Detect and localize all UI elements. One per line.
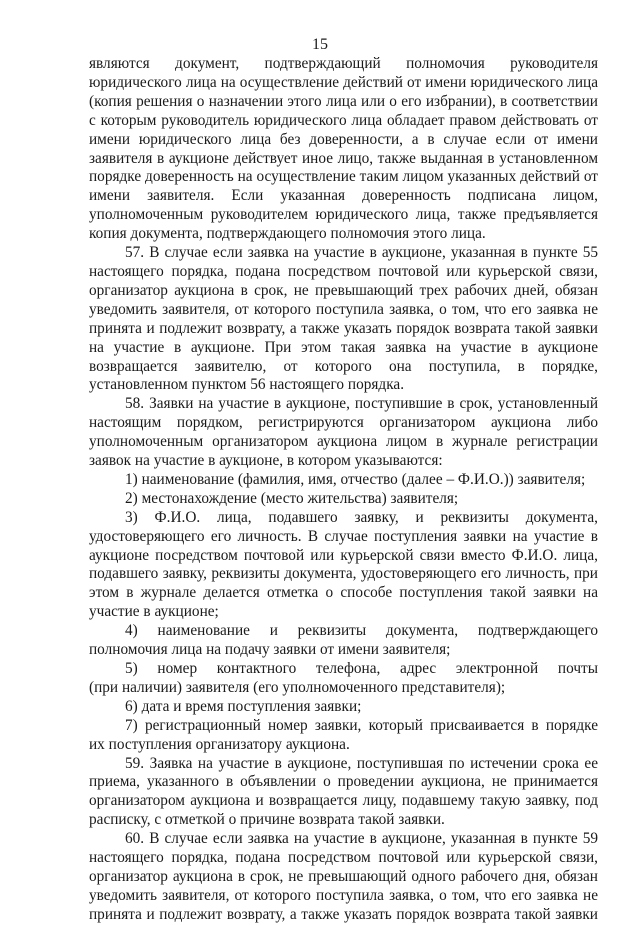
text-line: установленном пунктом 56 настоящего порядка. <box>89 376 405 394</box>
text-line: являются документ, подтверждающий полномочия руководителя <box>89 55 598 72</box>
text-line: 5) номер контактного телефона, адрес электронной почты <box>125 660 598 677</box>
text-line: 57. В случае если заявка на участие в аукционе, указанная в пункте 55 <box>125 244 598 262</box>
text-line: на участие в аукционе. При этом такая заявка на участие в аукционе <box>89 338 598 356</box>
text-line: 4) наименование и реквизиты документа, подтверждающего <box>125 622 598 640</box>
text-line: 6) дата и время поступления заявки; <box>125 697 362 715</box>
text-line: имени юридического лица без доверенности, а в случае если от имени <box>89 130 598 148</box>
text-line: приема, указанного в объявлении о проведении аукциона, не принимается <box>89 773 598 791</box>
text-line: уведомить заявителя, от которого поступила заявка, о том, что его заявка не <box>89 886 598 904</box>
text-line: организатор аукциона в срок, не превышающий трех рабочих дней, обязан <box>89 281 598 299</box>
text-line: юридического лица на осуществление действий от имени юридического лица <box>89 73 598 91</box>
text-line: 3) Ф.И.О. лица, подавшего заявку, и реквизиты документа, <box>125 508 598 526</box>
text-line: этом в журнале делается отметка о способе поступления такой заявки на <box>89 584 598 602</box>
text-line: подавшего заявку, реквизиты документа, удостоверяющего его личность, при <box>89 565 598 583</box>
text-line: (копия решения о назначении этого лица или о его избрании), в соответствии <box>89 92 598 110</box>
text-line: уполномоченным организатором аукциона лицом в журнале регистрации <box>89 433 598 451</box>
text-line: с которым руководитель юридического лица обладает правом действовать от <box>89 111 598 129</box>
text-line: полномочия лица на подачу заявки от имени заявителя; <box>89 641 451 659</box>
text-line: имени заявителя. Если указанная доверенность подписана лицом, <box>89 187 598 205</box>
text-line: настоящего порядка, подана посредством почтовой или курьерской связи, <box>89 262 598 280</box>
text-line: аукционе посредством почтовой или курьерской связи вместо Ф.И.О. лица, <box>89 546 598 564</box>
text-line: заявителя в аукционе действует иное лицо, также выданная в установленном <box>89 149 598 167</box>
text-line: 7) регистрационный номер заявки, который присваивается в порядке <box>125 716 598 734</box>
text-line: организатор аукциона в срок, не превышающий одного рабочего дня, обязан <box>89 867 598 885</box>
text-line: их поступления организатору аукциона. <box>89 735 350 753</box>
text-line: 59. Заявка на участие в аукционе, поступившая по истечении срока ее <box>125 754 598 772</box>
text-line: (при наличии) заявителя (его уполномоченного представителя); <box>89 678 506 696</box>
text-line: 58. Заявки на участие в аукционе, поступившие в срок, установленный <box>125 395 598 413</box>
text-line: уполномоченным руководителем юридического лица, также предъявляется <box>89 206 598 224</box>
text-line: расписку, с отметкой о причине возврата такой заявки. <box>89 811 445 829</box>
text-line: 60. В случае если заявка на участие в аукционе, указанная в пункте 59 <box>125 830 598 848</box>
text-line: участие в аукционе; <box>89 603 219 621</box>
text-line: 2) местонахождение (место жительства) заявителя; <box>125 489 459 507</box>
text-line: принята и подлежит возврату, а также указать порядок возврата такой заявки <box>89 905 598 923</box>
text-line: 1) наименование (фамилия, имя, отчество (далее – Ф.И.О.)) заявителя; <box>125 470 586 488</box>
text-line: заявок на участие в аукционе, в котором указываются: <box>89 452 443 470</box>
text-line: уведомить заявителя, от которого поступила заявка, о том, что его заявка не <box>89 300 598 318</box>
text-line: порядке доверенность на осуществление таким лицом указанных действий от <box>89 168 598 186</box>
text-line: копия документа, подтверждающего полномочия этого лица. <box>89 225 486 243</box>
text-line: принята и подлежит возврату, а также указать порядок возврата такой заявки <box>89 319 598 337</box>
text-line: удостоверяющего его личность. В случае поступления заявки на участие в <box>89 527 598 545</box>
text-line: настоящим порядком, регистрируются организатором аукциона либо <box>89 414 598 432</box>
page-number: 15 <box>312 36 328 53</box>
body-text <box>89 55 598 925</box>
text-line: возвращается заявителю, от которого она поступила, в порядке, <box>89 357 598 375</box>
text-line: организатором аукциона и возвращается лицу, подавшему такую заявку, под <box>89 792 598 810</box>
text-line: настоящего порядка, подана посредством почтовой или курьерской связи, <box>89 849 598 867</box>
